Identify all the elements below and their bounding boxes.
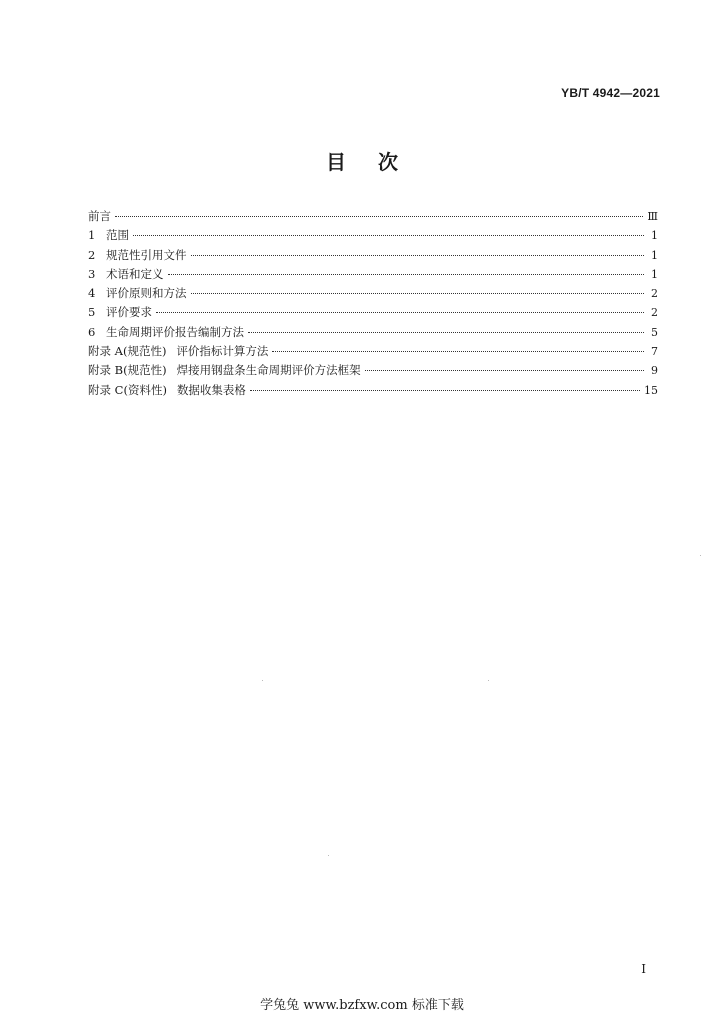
page-number: I xyxy=(641,962,646,976)
toc-leader-dots xyxy=(168,274,645,275)
toc-entry-title: 前言 xyxy=(88,209,111,223)
toc-entry-title xyxy=(88,381,246,400)
toc-entry-number: 6 xyxy=(88,324,96,339)
appendix-subtitle: 数据收集表格 xyxy=(176,382,246,397)
scan-speck xyxy=(328,855,329,856)
toc-entry-principles-methods[interactable] xyxy=(88,284,658,303)
toc-leader-dots xyxy=(250,390,640,391)
toc-entry-title xyxy=(88,361,361,380)
toc-title: 目次 xyxy=(326,150,430,174)
toc-entry-page: 2 xyxy=(651,287,658,301)
appendix-label: 附录 A(规范性) xyxy=(88,344,167,359)
toc-entry-title: 术语和定义 xyxy=(106,266,164,281)
toc-entry-page: 9 xyxy=(651,364,658,378)
toc-leader-dots xyxy=(365,370,644,371)
toc-leader-dots xyxy=(248,332,644,333)
toc-leader-dots xyxy=(156,312,644,313)
toc-leader-dots xyxy=(191,293,645,294)
toc-entry-appendix-b[interactable] xyxy=(88,361,658,380)
toc-entry-number: 3 xyxy=(88,266,96,281)
toc-entry-appendix-a[interactable] xyxy=(88,342,658,361)
footer-watermark: 学兔兔 www.bzfxw.com 标准下载 xyxy=(260,998,464,1013)
toc-leader-dots xyxy=(115,216,643,217)
toc-entry-requirements[interactable] xyxy=(88,303,658,322)
toc-entry-page: 1 xyxy=(651,267,658,281)
toc-entry-page: 1 xyxy=(651,248,658,262)
appendix-label: 附录 B(规范性) xyxy=(88,363,167,378)
table-of-contents xyxy=(88,207,658,400)
toc-entry-number: 1 xyxy=(88,228,96,243)
toc-entry-page: 15 xyxy=(644,383,658,397)
toc-entry-page: 1 xyxy=(651,229,658,243)
toc-entry-title: 生命周期评价报告编制方法 xyxy=(106,324,244,339)
toc-entry-title xyxy=(88,342,268,361)
appendix-subtitle: 评价指标计算方法 xyxy=(176,344,269,359)
toc-entry-page: 2 xyxy=(651,306,658,320)
toc-leader-dots xyxy=(272,351,644,352)
standard-code: YB/T 4942—2021 xyxy=(561,86,660,100)
toc-entry-terms-definitions[interactable] xyxy=(88,265,658,284)
toc-entry-number: 2 xyxy=(88,247,96,262)
toc-entry-appendix-c[interactable] xyxy=(88,381,658,400)
scan-speck xyxy=(700,555,701,556)
toc-entry-title: 规范性引用文件 xyxy=(106,247,187,262)
toc-entry-page: 7 xyxy=(651,345,658,359)
toc-leader-dots xyxy=(191,255,645,256)
scan-speck xyxy=(262,680,263,681)
appendix-subtitle: 焊接用钢盘条生命周期评价方法框架 xyxy=(176,363,361,378)
toc-entry-number: 5 xyxy=(88,305,96,320)
scan-speck xyxy=(488,680,489,681)
toc-entry-report-compilation[interactable] xyxy=(88,323,658,342)
appendix-label: 附录 C(资料性) xyxy=(88,382,167,397)
toc-entry-title: 评价要求 xyxy=(106,305,152,320)
toc-entry-number: 4 xyxy=(88,286,96,301)
toc-entry-foreword[interactable] xyxy=(88,207,658,226)
toc-entry-normative-references[interactable] xyxy=(88,246,658,265)
toc-leader-dots xyxy=(133,235,644,236)
toc-entry-scope[interactable] xyxy=(88,226,658,245)
toc-entry-title: 评价原则和方法 xyxy=(106,286,187,301)
toc-entry-page: 5 xyxy=(651,325,658,339)
toc-entry-page: Ⅲ xyxy=(647,210,658,223)
toc-entry-title: 范围 xyxy=(106,228,129,243)
